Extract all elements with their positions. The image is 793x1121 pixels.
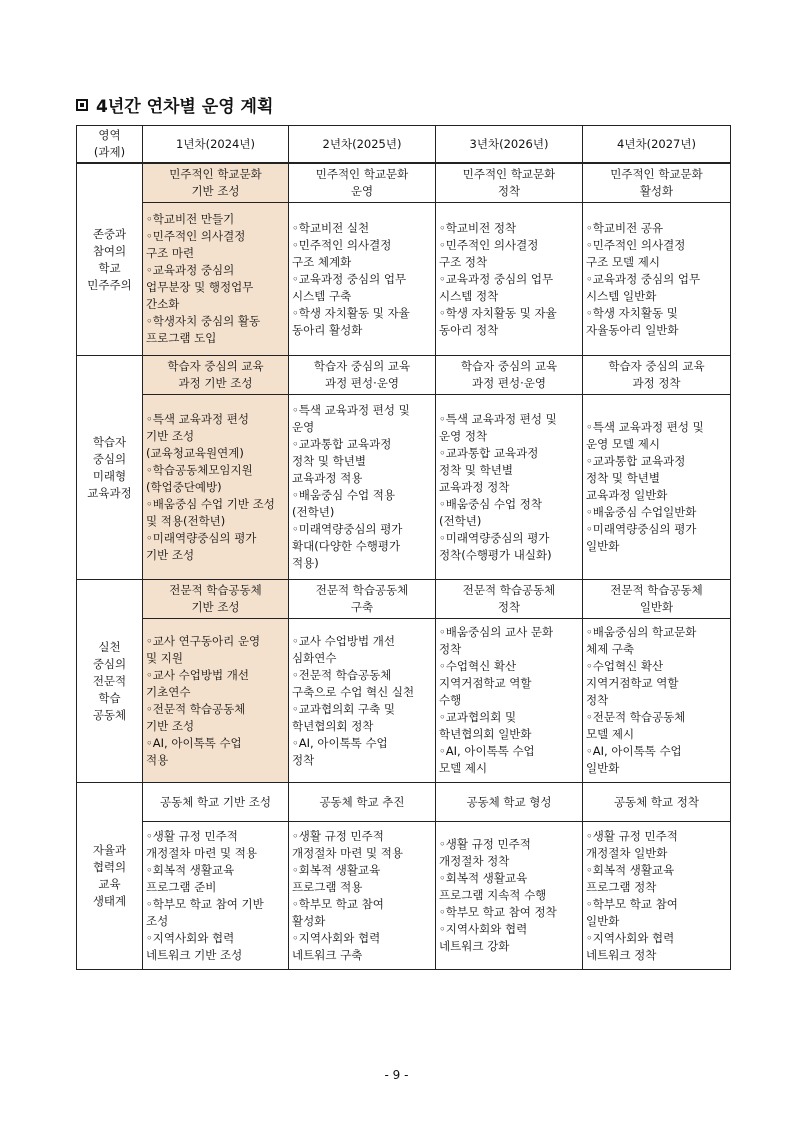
content-line: ◦수업혁신 확산 <box>439 659 517 673</box>
subtitle-line: 학습자 중심의 교육 <box>313 359 411 373</box>
content-line: ◦학부모 학교 참여 기반 <box>146 896 264 911</box>
subtitle-cell <box>583 580 731 619</box>
subtitle-cell <box>289 783 436 822</box>
section-title-text: 4년간 연차별 운영 계획 <box>96 97 274 117</box>
subtitle-line: 과정 기반 조성 <box>178 376 253 390</box>
content-cell <box>143 203 289 356</box>
square-bullet-icon <box>76 99 88 111</box>
subtitle-line: 활성화 <box>639 184 674 198</box>
content-line: 정착 <box>439 642 462 656</box>
subtitle-line: 학습자 중심의 교육 <box>608 359 705 373</box>
content-line: 동아리 활성화 <box>292 322 363 337</box>
content-line: 기반 조성 <box>146 718 195 733</box>
content-line: ◦민주적인 의사결정 <box>586 237 686 252</box>
content-row <box>77 619 731 783</box>
content-line: ◦교사 연구동아리 운영 <box>146 633 261 648</box>
annual-plan-table <box>76 125 731 970</box>
content-line: 네트워크 강화 <box>439 939 510 953</box>
content-cell <box>436 822 583 970</box>
content-line: 네트워크 정착 <box>586 947 657 962</box>
content-line: ◦교육과정 중심의 업무 <box>292 271 407 286</box>
area-line: 민주주의 <box>87 277 132 292</box>
subtitle-line: 전문적 학습공동체 <box>169 583 262 597</box>
area-line: 참여의 <box>92 243 127 258</box>
content-line: ◦교육과정 중심의 업무 <box>586 271 701 286</box>
content-cell <box>436 395 583 580</box>
content-line: 수행 <box>439 693 462 707</box>
subtitle-line: 민주적인 학교문화 <box>169 167 262 181</box>
subtitle-row <box>77 356 731 395</box>
subtitle-cell <box>143 580 289 619</box>
content-row <box>77 822 731 970</box>
content-line: 프로그램 정착 <box>586 879 657 894</box>
area-line: 전문적 <box>92 673 127 688</box>
content-line: ◦교과협의회 구축 및 <box>292 701 395 716</box>
content-line: ◦학부모 학교 참여 정착 <box>439 905 557 919</box>
area-cell <box>77 356 143 580</box>
content-line: ◦배움중심 수업 기반 조성 <box>146 496 275 511</box>
content-line: ◦배움중심의 교사 문화 <box>439 625 554 639</box>
content-line: 적용 <box>146 752 169 767</box>
content-line: 및 적용(전학년) <box>146 513 226 528</box>
subtitle-line: 학습자 중심의 교육 <box>460 359 558 373</box>
content-line: 기반 조성 <box>146 547 195 562</box>
subtitle-line: 전문적 학습공동체 <box>462 583 556 597</box>
content-line: (전학년) <box>439 513 482 528</box>
content-line: ◦특색 교육과정 편성 <box>146 411 249 426</box>
subtitle-line: 과정 정착 <box>632 376 681 390</box>
content-line: 및 지원 <box>146 650 183 665</box>
content-line: ◦회복적 생활교육 <box>586 862 675 877</box>
subtitle-cell <box>436 356 583 395</box>
content-line: ◦학생 자치활동 및 자율 <box>292 305 410 320</box>
content-line: 활성화 <box>292 913 326 928</box>
subtitle-line: 정착 <box>497 600 521 614</box>
subtitle-line: 전문적 학습공동체 <box>610 583 703 597</box>
area-line: 자율과 <box>92 843 127 857</box>
content-line: 구조 모델 제시 <box>586 254 660 269</box>
content-line: ◦전문적 학습공동체 <box>586 710 686 724</box>
subtitle-line: 운영 <box>350 184 374 198</box>
content-line: ◦학생 자치활동 및 자율 <box>439 305 557 320</box>
content-line: 기초연수 <box>146 684 191 699</box>
content-cell <box>143 395 289 580</box>
content-line: ◦AI, 아이톡톡 수업 <box>146 735 242 750</box>
content-line: ◦지역사회와 협력 <box>586 930 675 945</box>
content-line: 정착 및 학년별 <box>439 462 513 477</box>
content-line: ◦학교비전 만들기 <box>146 212 235 226</box>
area-line: 학교 <box>98 260 121 275</box>
subtitle-line: 과정 편성·운영 <box>325 376 399 390</box>
content-line: ◦지역사회와 협력 <box>146 930 235 945</box>
content-line: 일반화 <box>586 913 620 928</box>
content-line: ◦배움중심 수업 정착 <box>439 496 542 511</box>
content-line: 개정절차 마련 및 적용 <box>146 845 257 860</box>
subtitle-cell <box>143 783 289 822</box>
subtitle-cell <box>583 163 731 203</box>
content-line: (학업중단예방) <box>146 479 222 494</box>
content-line: ◦학생 자치활동 및 <box>586 305 678 320</box>
header-year-1: 1년차(2024년) <box>143 126 289 164</box>
content-line: ◦생활 규정 민주적 <box>146 828 238 843</box>
content-line: ◦특색 교육과정 편성 및 <box>586 420 704 434</box>
content-line: ◦특색 교육과정 편성 및 <box>439 411 557 426</box>
area-line: 중심의 <box>92 451 127 466</box>
subtitle-cell <box>436 783 583 822</box>
content-line: 프로그램 지속적 수행 <box>439 888 547 902</box>
content-row <box>77 203 731 356</box>
content-line: 구축으로 수업 혁신 실천 <box>292 684 415 699</box>
subtitle-line: 공동체 학교 추진 <box>319 794 405 809</box>
content-cell <box>583 395 731 580</box>
header-year-3: 3년차(2026년) <box>436 126 583 164</box>
content-cell <box>143 822 289 970</box>
content-line: 기반 조성 <box>146 428 195 443</box>
subtitle-line: 민주적인 학교문화 <box>315 167 409 181</box>
content-line: ◦학습공동체모임지원 <box>146 462 253 477</box>
content-line: 정착 <box>292 752 315 767</box>
content-line: 동아리 정착 <box>439 322 499 337</box>
content-line: 개정절차 일반화 <box>586 845 668 860</box>
content-line: ◦생활 규정 민주적 <box>586 828 678 843</box>
subtitle-line: 기반 조성 <box>191 600 240 614</box>
subtitle-cell <box>143 163 289 203</box>
content-line: 지역거점학교 역할 <box>586 676 679 690</box>
header-row <box>77 126 731 164</box>
content-line: 모델 제시 <box>586 727 635 741</box>
subtitle-cell <box>436 580 583 619</box>
content-line: ◦특색 교육과정 편성 및 <box>292 403 410 417</box>
content-line: 정착(수행평가 내실화) <box>439 547 552 562</box>
content-line: ◦민주적인 의사결정 <box>292 237 392 252</box>
content-line: ◦미래역량중심의 평가 <box>292 522 403 536</box>
content-line: 정착 및 학년별 <box>292 454 366 468</box>
content-line: ◦배움중심의 학교문화 <box>586 625 697 639</box>
subtitle-line: 일반화 <box>639 600 674 614</box>
content-line: ◦AI, 아이톡톡 수업 <box>439 744 535 758</box>
content-line: 프로그램 적용 <box>292 879 363 894</box>
content-cell <box>583 203 731 356</box>
table-body <box>77 163 731 970</box>
subtitle-cell <box>583 783 731 822</box>
content-line: ◦학생자치 중심의 활동 <box>146 314 261 328</box>
content-line: ◦교육과정 중심의 <box>146 263 235 277</box>
subtitle-line: 학습자 중심의 교육 <box>167 359 264 373</box>
content-line: 일반화 <box>586 761 620 775</box>
content-line: 교육과정 정착 <box>439 479 510 494</box>
content-line: 적용) <box>292 556 319 570</box>
content-line: ◦학교비전 실천 <box>292 220 370 235</box>
subtitle-cell <box>143 356 289 395</box>
header-area <box>77 126 143 164</box>
content-line: (전학년) <box>292 505 335 519</box>
content-line: ◦교과통합 교육과정 <box>292 437 392 451</box>
content-cell <box>289 395 436 580</box>
content-line: ◦미래역량중심의 평가 <box>439 530 550 545</box>
content-line: 심화연수 <box>292 650 337 665</box>
content-line: 운영 모델 제시 <box>586 437 660 451</box>
content-line: 정착 및 학년별 <box>586 471 660 485</box>
content-line: 자율동아리 일반화 <box>586 322 679 337</box>
content-line: ◦회복적 생활교육 <box>439 871 528 885</box>
content-line: 운영 <box>292 420 315 434</box>
content-line: ◦교육과정 중심의 업무 <box>439 271 554 286</box>
subtitle-line: 공동체 학교 정착 <box>613 794 700 809</box>
area-line: 학습자 <box>92 434 127 449</box>
content-line: ◦지역사회와 협력 <box>439 922 528 936</box>
subtitle-line: 정착 <box>497 184 521 198</box>
content-line: 간소화 <box>146 297 180 311</box>
content-cell <box>289 203 436 356</box>
content-line: ◦회복적 생활교육 <box>292 862 381 877</box>
content-cell <box>583 619 731 783</box>
subtitle-cell <box>289 163 436 203</box>
subtitle-line: 전문적 학습공동체 <box>315 583 409 597</box>
content-line: ◦학교비전 공유 <box>586 220 664 235</box>
subtitle-row <box>77 783 731 822</box>
area-cell <box>77 783 143 970</box>
header-area-line: (과제) <box>93 145 126 159</box>
content-line: 학년협의회 일반화 <box>439 727 532 741</box>
area-line: 교육 <box>98 877 121 891</box>
subtitle-cell <box>583 356 731 395</box>
content-line: 체제 구축 <box>586 642 635 656</box>
content-line: 프로그램 도입 <box>146 331 217 345</box>
content-line: 개정절차 마련 및 적용 <box>292 845 403 860</box>
content-line: 조성 <box>146 913 169 928</box>
content-line: ◦미래역량중심의 평가 <box>586 522 697 536</box>
content-line: 학년협의회 정착 <box>292 718 374 733</box>
content-line: 확대(다양한 수행평가 <box>292 539 401 553</box>
content-line: 시스템 정착 <box>439 288 499 303</box>
content-line: 시스템 일반화 <box>586 288 657 303</box>
content-line: ◦학부모 학교 참여 <box>292 896 384 911</box>
content-line: 구조 정착 <box>439 254 488 269</box>
content-line: ◦민주적인 의사결정 <box>439 237 539 252</box>
subtitle-cell <box>436 163 583 203</box>
content-line: ◦교과협의회 및 <box>439 710 517 724</box>
area-line: 공동체 <box>92 707 127 722</box>
area-line: 실천 <box>98 639 121 654</box>
content-line: (교육청교육원연계) <box>146 445 244 460</box>
page-number: - 9 - <box>384 1068 409 1082</box>
content-line: ◦전문적 학습공동체 <box>292 667 392 682</box>
content-line: ◦교과통합 교육과정 <box>586 454 686 468</box>
content-line: ◦AI, 아이톡톡 수업 <box>292 735 388 750</box>
area-line: 생태계 <box>92 894 127 908</box>
section-title <box>76 92 273 117</box>
content-line: 교육과정 적용 <box>292 471 363 485</box>
area-line: 학습 <box>98 690 121 705</box>
content-line: ◦민주적인 의사결정 <box>146 229 246 243</box>
content-line: 일반화 <box>586 539 620 553</box>
content-line: ◦학교비전 정착 <box>439 220 517 235</box>
content-line: ◦생활 규정 민주적 <box>292 828 384 843</box>
subtitle-row <box>77 580 731 619</box>
content-line: 개정절차 정착 <box>439 854 510 868</box>
content-line: 네트워크 구축 <box>292 947 363 962</box>
content-line: ◦회복적 생활교육 <box>146 862 235 877</box>
area-cell <box>77 580 143 783</box>
content-row <box>77 395 731 580</box>
header-year-2: 2년차(2025년) <box>289 126 436 164</box>
content-line: ◦지역사회와 협력 <box>292 930 381 945</box>
content-line: 업무분장 및 행정업무 <box>146 280 254 294</box>
content-line: ◦교사 수업방법 개선 <box>292 633 395 648</box>
content-line: ◦학부모 학교 참여 <box>586 896 678 911</box>
area-line: 존중과 <box>92 226 127 241</box>
content-line: ◦미래역량중심의 평가 <box>146 530 257 545</box>
content-line: 운영 정착 <box>439 428 488 443</box>
content-line: 정착 <box>586 693 609 707</box>
content-line: 구조 체계화 <box>292 254 352 269</box>
content-cell <box>289 619 436 783</box>
subtitle-cell <box>289 356 436 395</box>
content-line: ◦교사 수업방법 개선 <box>146 667 249 682</box>
content-line: 지역거점학교 역할 <box>439 676 532 690</box>
header-year-4: 4년차(2027년) <box>583 126 731 164</box>
subtitle-line: 민주적인 학교문화 <box>610 167 703 181</box>
content-line: ◦수업혁신 확산 <box>586 659 664 673</box>
area-line: 협력의 <box>92 860 127 874</box>
header-area-line: 영역 <box>98 128 121 142</box>
content-cell <box>436 619 583 783</box>
area-line: 교육과정 <box>87 485 132 500</box>
subtitle-line: 공동체 학교 형성 <box>466 794 552 809</box>
content-cell <box>143 619 289 783</box>
content-line: ◦AI, 아이톡톡 수업 <box>586 744 682 758</box>
subtitle-row <box>77 163 731 203</box>
content-line: 구조 마련 <box>146 246 195 260</box>
content-line: ◦교과통합 교육과정 <box>439 445 539 460</box>
subtitle-line: 공동체 학교 기반 조성 <box>160 794 271 809</box>
content-line: ◦생활 규정 민주적 <box>439 837 531 851</box>
area-cell <box>77 163 143 356</box>
subtitle-cell <box>289 580 436 619</box>
content-line: 교육과정 일반화 <box>586 488 668 502</box>
area-line: 미래형 <box>92 468 127 483</box>
content-line: 시스템 구축 <box>292 288 352 303</box>
subtitle-line: 민주적인 학교문화 <box>462 167 556 181</box>
content-line: 네트워크 기반 조성 <box>146 947 243 962</box>
content-line: ◦전문적 학습공동체 <box>146 701 246 716</box>
content-cell <box>436 203 583 356</box>
subtitle-line: 과정 편성·운영 <box>472 376 546 390</box>
content-cell <box>583 822 731 970</box>
subtitle-line: 구축 <box>350 600 374 614</box>
content-line: ◦배움중심 수업 적용 <box>292 488 395 502</box>
content-line: 프로그램 준비 <box>146 879 217 894</box>
subtitle-line: 기반 조성 <box>191 184 240 198</box>
content-line: 모델 제시 <box>439 761 488 775</box>
area-line: 중심의 <box>92 656 127 671</box>
content-cell <box>289 822 436 970</box>
content-line: ◦배움중심 수업일반화 <box>586 505 697 519</box>
